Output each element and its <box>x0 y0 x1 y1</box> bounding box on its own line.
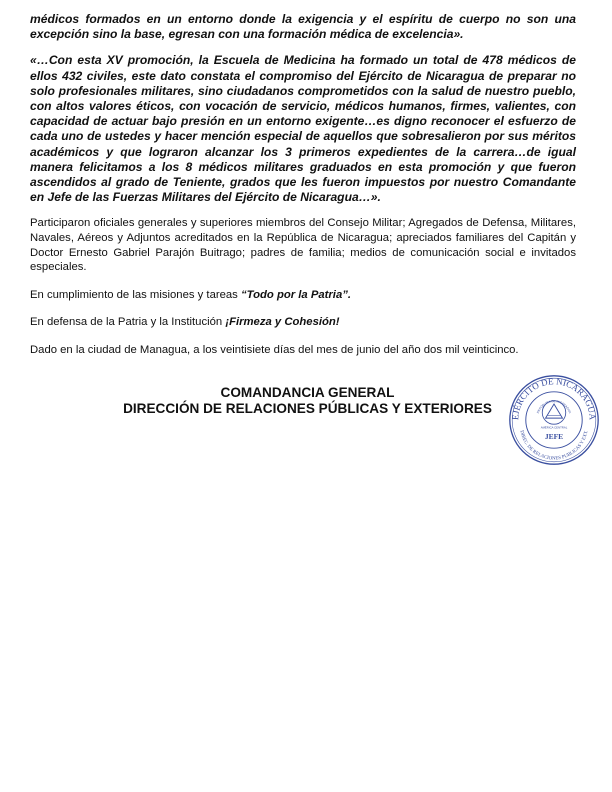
quote-paragraph: «…Con esta XV promoción, la Escuela de Medicina ha formado un total de 478 médicos de ellos 432 civiles, este dato constata el compromiso del Ejército de Nicaragua de preparar no solo profesionales militares, sino ciudadanos comprometidos con la salud de nuestro pueblo, con altos valores éticos, con vocación de servicio, médicos humanos, firmes, valientes, con capacidad de actuar bajo presión en un entorno exigente…es digno reconocer el esfuerzo de cada uno de ustedes y hacer mención especial de aquellos que sobresalieron por sus méritos académicos y que lograron alcanzar los 3 primeros expedientes de la carrera…de igual manera felicitamos a los 8 médicos militares graduados en esta promoción y que fueron ascendidos al grado de Teniente, grados que les fueron impuestos por nuestro Comandante en Jefe de las Fuerzas Militares del Ejército de Nicaragua…». <box>30 53 576 205</box>
mission-prefix: En cumplimiento de las misiones y tareas <box>30 288 241 301</box>
attendees-paragraph: Participaron oficiales generales y superiores miembros del Consejo Militar; Agregados de Defensa, Militares, Navales, Aéreos y Adjuntos acreditados en la República de Nicaragua; apreciados familiares del Capitán y Doctor Ernesto Gabriel Parajón Buitrago; padres de familia; medios de comunicación social e invitados especiales. <box>30 217 576 274</box>
defense-prefix: En defensa de la Patria y la Institución <box>30 316 226 329</box>
seal-inner-bottom-text: AMÉRICA CENTRAL <box>540 425 568 430</box>
mission-line <box>30 288 576 303</box>
date-line: Dado en la ciudad de Managua, a los veintisiete días del mes de junio del año dos mil veinticinco. <box>30 344 519 356</box>
closing-quote-paragraph: médicos formados en un entorno donde la exigencia y el espíritu de cuerpo no son una excepción sino la base, egresan con una formación médica de excelencia». <box>30 12 576 42</box>
seal-center-label: JEFE <box>544 431 564 441</box>
signature-block <box>85 385 530 417</box>
defense-motto: ¡Firmeza y Cohesión! <box>225 316 340 329</box>
seal-triangle-icon <box>546 404 563 418</box>
seal-lower-text: DIREC. DE RELACIONES PUBLICAS Y EXT. <box>518 430 590 462</box>
signature-line-1: COMANDANCIA GENERAL <box>220 385 395 400</box>
defense-line <box>30 315 576 330</box>
mission-motto: “Todo por la Patria”. <box>240 288 352 301</box>
seal-inner-top-text: REPÚBLICA DE NICARAGUA <box>535 399 573 414</box>
signature-line-2: DIRECCIÓN DE RELACIONES PÚBLICAS Y EXTERIORES <box>123 401 492 416</box>
official-seal <box>507 373 601 467</box>
document-body <box>30 12 576 371</box>
seal-outer-text: EJÉRCITO DE NICARAGUA <box>510 376 598 421</box>
